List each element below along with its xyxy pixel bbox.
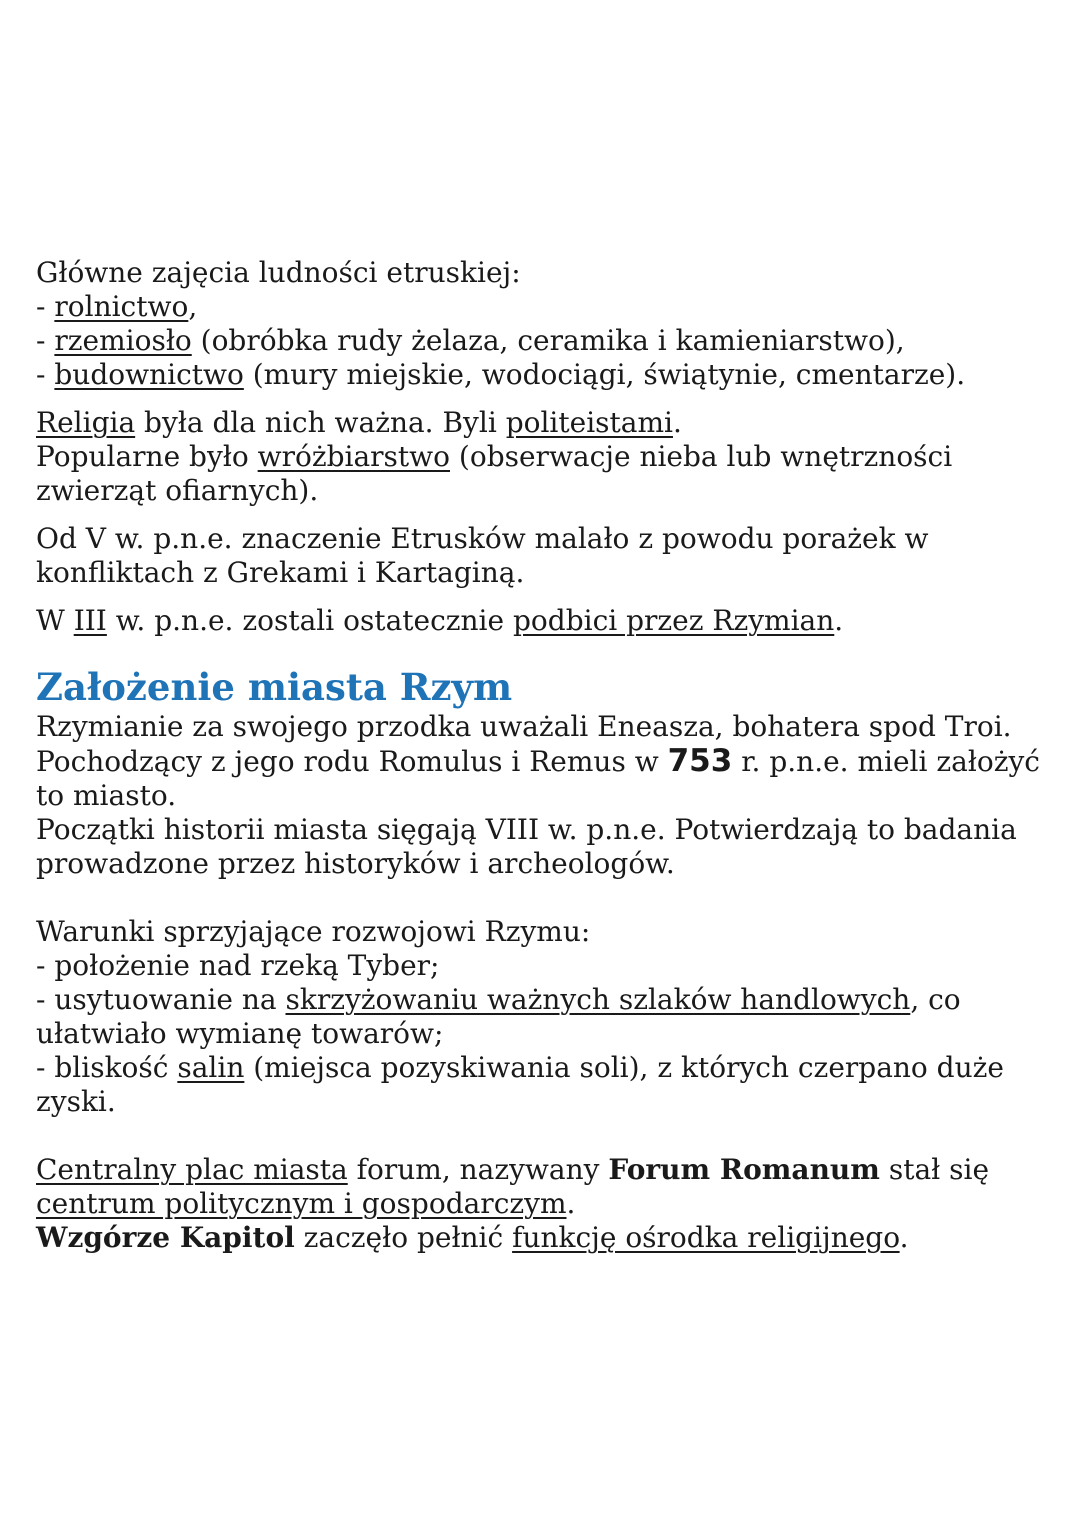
conquest-paragraph: W III w. p.n.e. zostali ostatecznie podbici przez Rzymian.	[36, 604, 844, 637]
list-item: - bliskość salin (miejsca pozyskiwania soli), z których czerpano duże zyski.	[36, 1051, 1004, 1118]
forum-paragraph: Centralny plac miasta forum, nazywany Forum Romanum stał się centrum politycznym i gospodarczym.	[36, 1153, 990, 1220]
list-item: - rzemiosło (obróbka rudy żelaza, ceramika i kamieniarstwo),	[36, 324, 905, 357]
origins-paragraph: Początki historii miasta sięgają VIII w. p.n.e. Potwierdzają to badania prowadzone przez historyków i archeologów.	[36, 813, 1017, 880]
section-heading: Założenie miasta Rzym	[36, 665, 513, 709]
religion-paragraph: Religia była dla nich ważna. Byli politeistami.	[36, 406, 682, 439]
list-item: - rolnictwo,	[36, 290, 198, 323]
list-item: - budownictwo (mury miejskie, wodociągi, świątynie, cmentarze).	[36, 358, 966, 391]
capitol-paragraph: Wzgórze Kapitol zaczęło pełnić funkcję ośrodka religijnego.	[36, 1221, 909, 1254]
ancestor-paragraph: Rzymianie za swojego przodka uważali Eneasza, bohatera spod Troi.	[36, 710, 1012, 743]
founding-paragraph: Pochodzący z jego rodu Romulus i Remus w 753 r. p.n.e. mieli założyć to miasto.	[36, 743, 1040, 812]
list-item: - położenie nad rzeką Tyber;	[36, 949, 440, 982]
document-page	[36, 256, 1051, 1255]
decline-paragraph: Od V w. p.n.e. znaczenie Etrusków malało z powodu porażek w konfliktach z Grekami i Kartaginą.	[36, 522, 929, 589]
occupations-title: Główne zajęcia ludności etruskiej:	[36, 256, 521, 289]
conditions-title: Warunki sprzyjające rozwojowi Rzymu:	[36, 915, 591, 948]
list-item: - usytuowanie na skrzyżowaniu ważnych szlaków handlowych, co ułatwiało wymianę towarów;	[36, 983, 961, 1050]
divination-paragraph: Popularne było wróżbiarstwo (obserwacje nieba lub wnętrzności zwierząt ofiarnych).	[36, 440, 953, 507]
founding-year: 753	[667, 743, 733, 779]
